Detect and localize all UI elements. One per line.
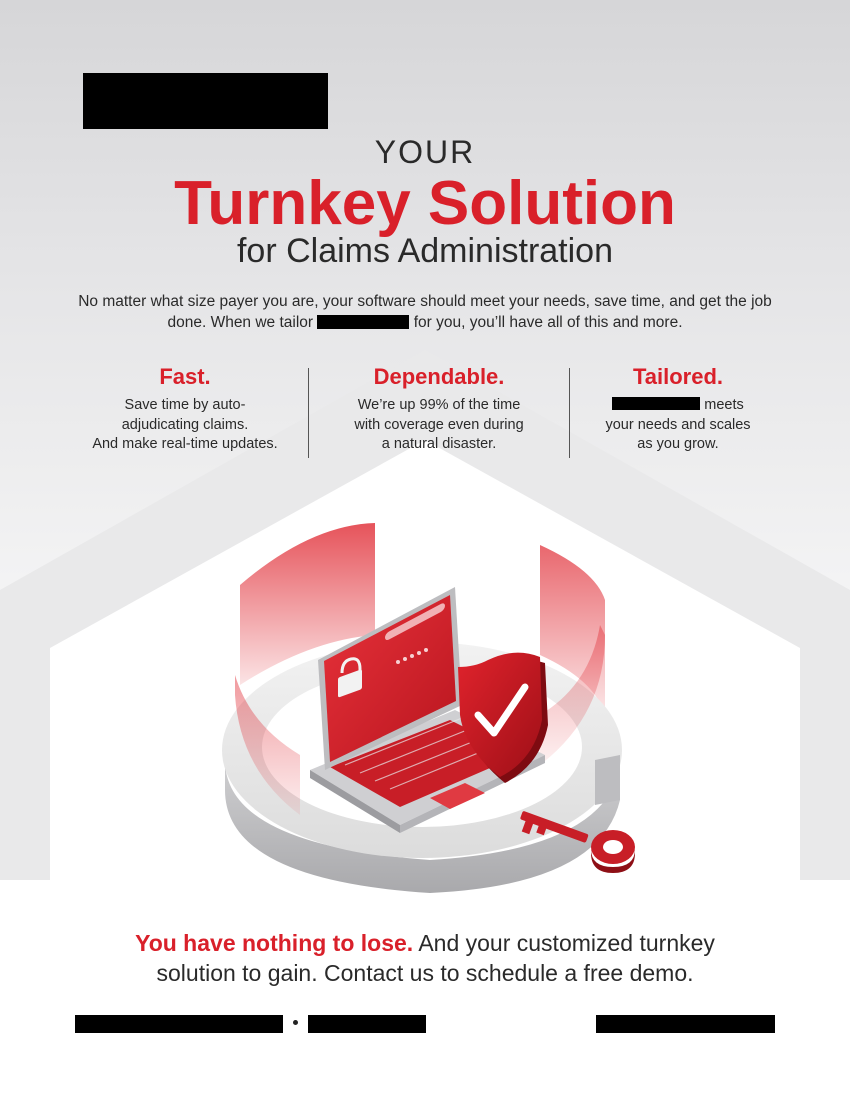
footer-contact-redacted bbox=[75, 1015, 283, 1033]
intro-text-part2: for you, you’ll have all of this and more. bbox=[413, 314, 683, 331]
feature-heading: Tailored. bbox=[632, 364, 724, 389]
cta-line2: solution to gain. Contact us to schedule a free demo. bbox=[156, 960, 694, 986]
feature-heading: Fast. bbox=[159, 364, 211, 389]
intro-text-part1: No matter what size payer you are, your software should meet your needs, save time, and get the job done. When we tailor bbox=[78, 293, 772, 331]
cta-highlight: You have nothing to lose. bbox=[135, 930, 414, 956]
intro-paragraph bbox=[60, 291, 790, 333]
logo-redacted bbox=[83, 73, 328, 129]
footer-separator-dot bbox=[293, 1020, 298, 1025]
title-claims-administration: for Claims Administration bbox=[236, 232, 613, 270]
product-name-redacted bbox=[612, 397, 700, 410]
cta-line1: And your customized turnkey bbox=[413, 930, 715, 956]
column-divider bbox=[308, 368, 309, 458]
feature-heading: Dependable. bbox=[373, 364, 505, 389]
footer-logo-redacted bbox=[596, 1015, 775, 1033]
product-name-redacted bbox=[317, 315, 409, 329]
feature-text: Save time by auto- adjudicating claims. And make real-time updates. bbox=[92, 397, 278, 452]
feature-fast bbox=[60, 364, 310, 455]
title-your: YOUR bbox=[374, 134, 476, 170]
call-to-action bbox=[40, 928, 810, 988]
feature-tailored bbox=[578, 364, 778, 455]
column-divider bbox=[569, 368, 570, 458]
feature-text: We’re up 99% of the time with coverage even during a natural disaster. bbox=[354, 397, 524, 452]
feature-dependable bbox=[318, 364, 560, 455]
title-turnkey-solution: Turnkey Solution bbox=[174, 169, 676, 238]
security-laptop-illustration bbox=[200, 515, 660, 905]
footer-contact-redacted bbox=[308, 1015, 426, 1033]
feature-text: meets your needs and scales as you grow. bbox=[605, 397, 751, 452]
